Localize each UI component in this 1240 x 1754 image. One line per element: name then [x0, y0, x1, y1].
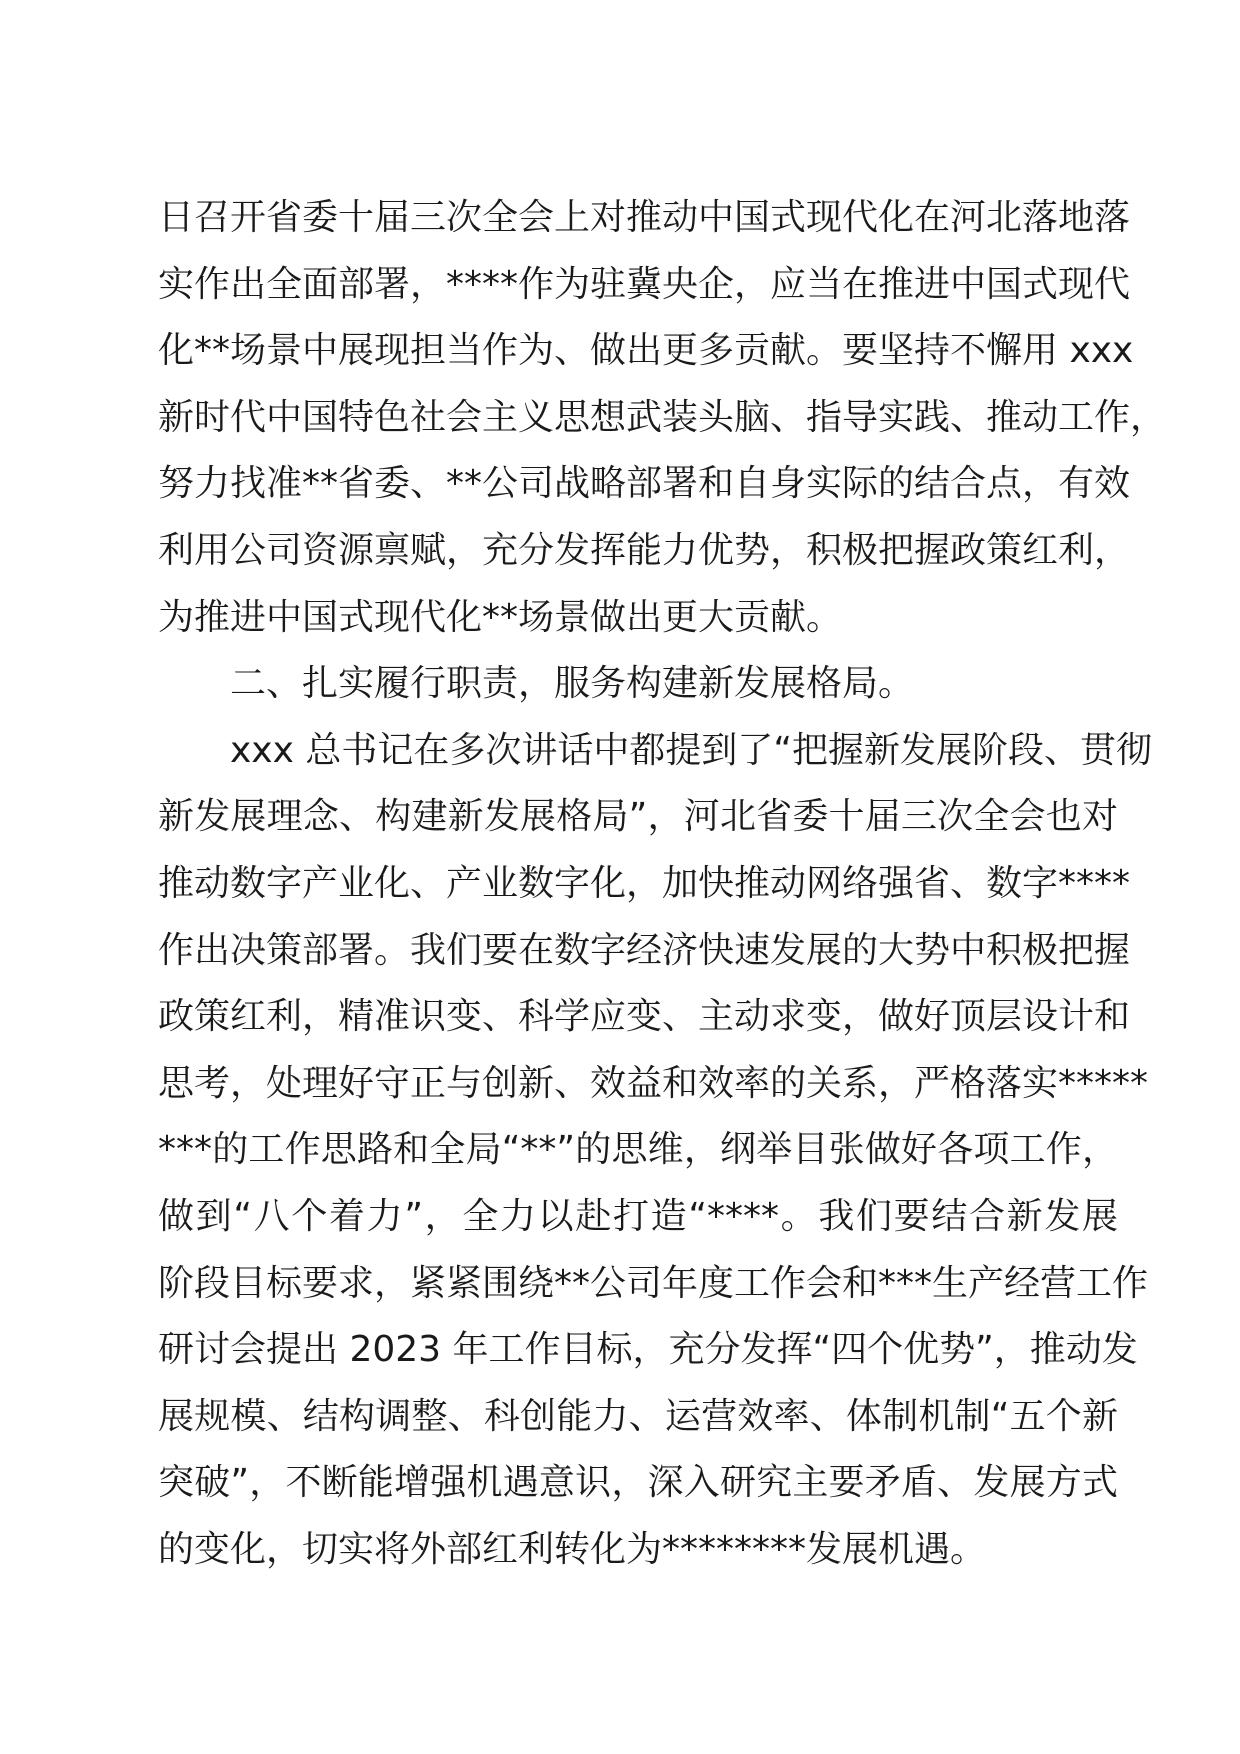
text-line: 化**场景中展现担当作为、做出更多贡献。要坚持不懈用 xxx [158, 330, 1134, 372]
text-line: 为推进中国式现代化**场景做出更大贡献。 [158, 596, 843, 638]
text-line: 的变化，切实将外部红利转化为********发展机遇。 [158, 1528, 987, 1570]
text-line: 新发展理念、构建新发展格局”，河北省委十届三次全会也对 [158, 796, 1118, 838]
text-line: 做到“八个着力”，全力以赴打造“****。我们要结合新发展 [158, 1195, 1118, 1237]
text-line: ***的工作思路和全局“**”的思维，纲举目张做好各项工作， [158, 1129, 1118, 1171]
text-line: 研讨会提出 2023 年工作目标，充分发挥“四个优势”，推动发 [158, 1329, 1138, 1371]
text-line: 展规模、结构调整、科创能力、运营效率、体制机制“五个新 [158, 1395, 1118, 1437]
text-line: 突破”，不断能增强机遇意识，深入研究主要矛盾、发展方式 [158, 1462, 1118, 1504]
text-line: 日召开省委十届三次全会上对推动中国式现代化在河北落地落 [158, 197, 1131, 238]
text-line: 利用公司资源禀赋，充分发挥能力优势，积极把握政策红利， [158, 529, 1131, 571]
text-line: 努力找准**省委、**公司战略部署和自身实际的结合点，有效 [158, 463, 1131, 505]
text-line: 新时代中国特色社会主义思想武装头脑、指导实践、推动工作， [158, 396, 1167, 438]
text-line: 思考，处理好守正与创新、效益和效率的关系，严格落实***** [158, 1062, 1149, 1104]
text-line: 推动数字产业化、产业数字化，加快推动网络强省、数字**** [158, 862, 1131, 904]
text-line: 作出决策部署。我们要在数字经济快速发展的大势中积极把握 [158, 929, 1131, 971]
text-line: 政策红利，精准识变、科学应变、主动求变，做好顶层设计和 [158, 996, 1131, 1038]
text-line: xxx 总书记在多次讲话中都提到了“把握新发展阶段、贯彻 [230, 729, 1153, 771]
section-heading: 二、扎实履行职责，服务构建新发展格局。 [230, 663, 915, 705]
document-body [158, 185, 1167, 1583]
text-line: 阶段目标要求，紧紧围绕**公司年度工作会和***生产经营工作 [158, 1262, 1149, 1304]
text-line: 实作出全面部署，****作为驻冀央企，应当在推进中国式现代 [158, 263, 1131, 305]
